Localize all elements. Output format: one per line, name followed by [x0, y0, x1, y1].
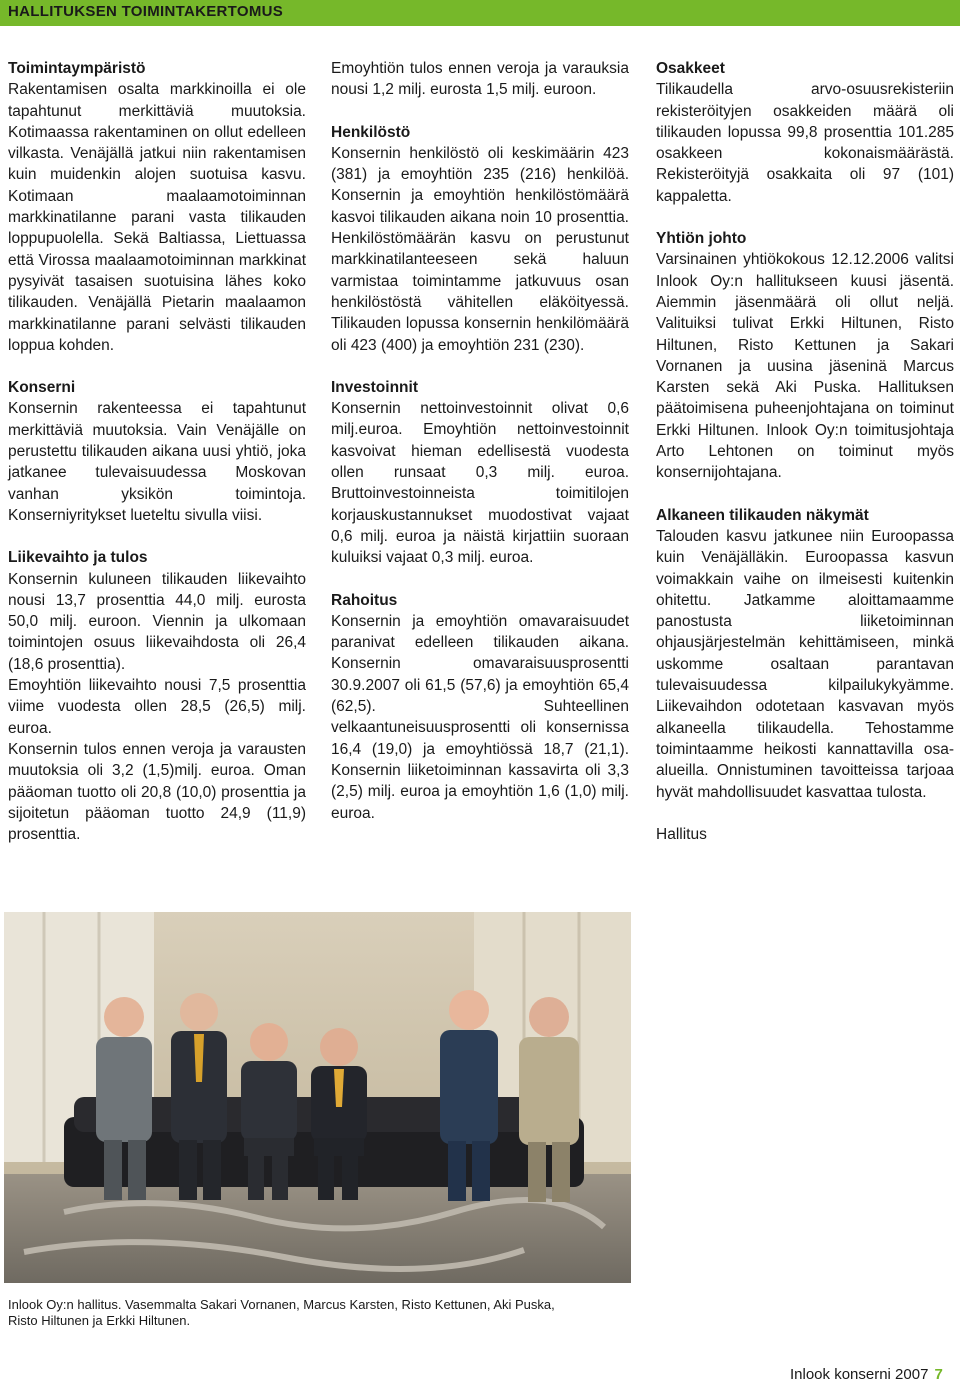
section-emoyhtion-tulos — [331, 58, 629, 101]
paragraph: Varsinainen yhtiökokous 12.12.2006 valitsi Inlook Oy:n hallitukseen kuusi jäsentä. Aiemmin jäsenmäärä oli ollut neljä. Valituiksi tulivat Erkki Hiltunen, Risto Hiltunen, Risto Kettunen ja Sakari Vornanen ja uusina jäseninä Marcus Karsten sekä Aki Puska. Hallituksen päätoimisena puheenjohtajana on toiminut Erkki Hiltunen. Inlook Oy:n toimitusjohtaja Arto Lehtonen on toiminut myös konsernijohtajana. — [656, 251, 954, 482]
signature: Hallitus — [656, 825, 707, 843]
page-number: 7 — [934, 1366, 943, 1383]
paragraph: Konsernin tulos ennen veroja ja varausten muutoksia oli 3,2 (1,5)milj. euroa. Oman pääoman tuotto oli 20,8 (10,0) prosenttia ja sijoitetun pääoman tuotto 24,9 (11,9) prosenttia. — [8, 740, 306, 844]
section-heading: Toimintaympäristö — [8, 60, 146, 77]
section-alkaneen-tilikauden-nakymat — [656, 505, 954, 803]
paragraph: Konsernin nettoinvestoinnit olivat 0,6 milj.euroa. Emoyhtiön nettoinvestoinnit kasvoivat hieman edellisestä vuodesta ollen runsaat 0,3 milj. euroa. Bruttoinvestoinneista toimitilojen korjauskustannukset muodostivat vajaat 0,6 milj. euroa ja näistä kirjattiin suoraan kuluiksi vajaat 0,3 milj. euroa. — [331, 400, 629, 567]
section-heading: Osakkeet — [656, 60, 725, 77]
section-konserni — [8, 377, 306, 526]
paragraph: Talouden kasvu jatkunee niin Euroopassa kuin Venäjälläkin. Euroopassa kasvun voimakkain vaihe on ilmeisesti kuitenkin ohitettu. Jatkamme aloittamaamme panostusta liiketoiminnan ohjausjärjestelmän kehittämiseen, minkä uskomme osaltaan parantavan tulevaisuudessa kilpailukykyämme. Liikevaihdon odotetaan kasvavan myös alkaneella tilikaudella. Tehostamme toimintaamme heikosti kannattavilla osa-alueilla. Onnistuminen tavoitteissa tarjoaa hyvät mahdollisuudet kasvattaa tulosta. — [656, 527, 954, 801]
paragraph: Emoyhtiön tulos ennen veroja ja varauksia nousi 1,2 milj. eurosta 1,5 milj. euroon. — [331, 60, 629, 99]
section-heading: Yhtiön johto — [656, 230, 747, 248]
paragraph: Konsernin rakenteessa ei tapahtunut merkittäviä muutoksia. Vain Venäjälle on perustettu tilikauden aikana uusi yhtiö, joka jatkanee tulevaisuudessa Moskovan vanhan yksikön toimintoja. Konserniyritykset lueteltu sivulla viisi. — [8, 400, 306, 524]
publication-name: Inlook konserni 2007 — [790, 1366, 929, 1383]
caption-line: Risto Hiltunen ja Erkki Hiltunen. — [8, 1313, 191, 1328]
text-column-1 — [8, 58, 306, 866]
section-yhtion-johto — [656, 228, 954, 484]
page-footer — [790, 1366, 943, 1383]
paragraph: Konsernin ja emoyhtiön omavaraisuudet paranivat edelleen tilikauden aikana. Konsernin omavaraisuusprosentti 30.9.2007 oli 61,5 (57,6) ja emoyhtiön 65,4 (62,5). Suhteellinen velkaantuneisuusprosentti oli konsernissa 16,4 (19,0) ja emoyhtiössä 18,7 (21,1). Konsernin liiketoiminnan kassavirta oli 3,3 (2,5) milj. euroa ja emoyhtiön 1,6 (1,0) milj. euroa. — [331, 612, 629, 822]
paragraph: Emoyhtiön liikevaihto nousi 7,5 prosenttia viime vuodesta ollen 28,5 (26,5) milj. euroa. — [8, 677, 306, 737]
section-toimintaymparisto — [8, 58, 306, 356]
section-heading: Liikevaihto ja tulos — [8, 549, 148, 567]
board-photo — [4, 912, 631, 1283]
photo-caption — [8, 1297, 628, 1329]
section-heading: Henkilöstö — [331, 123, 411, 141]
paragraph: Konsernin henkilöstö oli keskimäärin 423 (381) ja emoyhtiön 235 (216) henkilöä. Konsernin ja emoyhtiön henkilöstömäärä kasvoi tilikauden aikana noin 10 prosenttia. Henkilöstömäärän kasvu on perustunut markkinatilanteeseen sekä haluun varmistaa toimintamme jatkuvuus osan henkilöstöstä vähitellen eläköityessä. Tilikauden lopussa konsernin henkilömäärä oli 423 (400) ja emoyhtiön 231 (230). — [331, 144, 629, 354]
section-rahoitus — [331, 590, 629, 824]
section-investoinnit — [331, 377, 629, 569]
caption-line: Inlook Oy:n hallitus. Vasemmalta Sakari Vornanen, Marcus Karsten, Risto Kettunen, Aki Puska, — [8, 1297, 555, 1312]
section-heading: Rahoitus — [331, 591, 398, 609]
section-henkilosto — [331, 122, 629, 356]
section-heading: Konserni — [8, 379, 76, 397]
text-column-2 — [331, 58, 629, 845]
paragraph: Konsernin kuluneen tilikauden liikevaihto nousi 13,7 prosenttia 44,0 milj. eurosta 50,0 milj. euroon. Viennin ja ulkomaan toimintojen osuus liikevaihdosta oli 26,4 (18,6 prosenttia). — [8, 570, 306, 673]
section-heading: Alkaneen tilikauden näkymät — [656, 506, 869, 524]
board-photo-illustration — [4, 912, 631, 1283]
section-heading: Investoinnit — [331, 378, 418, 396]
page-title: HALLITUKSEN TOIMINTAKERTOMUS — [8, 3, 284, 20]
section-liikevaihto-ja-tulos — [8, 547, 306, 845]
section-osakkeet — [656, 58, 954, 207]
paragraph: Tilikaudella arvo-osuusrekisteriin rekisteröityjen osakkeiden määrä oli tilikauden lopussa 99,8 prosenttia 101.285 osakkeen kokonaismäärästä. Rekisteröityjä osakkaita oli 97 (101) kappaletta. — [656, 81, 954, 205]
paragraph: Rakentamisen osalta markkinoilla ei ole tapahtunut merkittäviä muutoksia. Kotimaassa rakentaminen on ollut edelleen vilkasta. Venäjällä jatkui niin rakentamisen kuin muidenkin alojen suotuisa kasvu. Kotimaan maalaamotoiminnan markkinatilanne parani vasta tilikauden loppupuolella. Sekä Baltiassa, Liettuassa että Virossa maalaamotoiminnan markkinat pysyivät tasaisen suotuisina lähes koko tilikauden. Venäjällä Pietarin maalaamon markkinatilanne parani selvästi tilikauden loppua kohden. — [8, 81, 306, 354]
text-column-3 — [656, 58, 954, 845]
